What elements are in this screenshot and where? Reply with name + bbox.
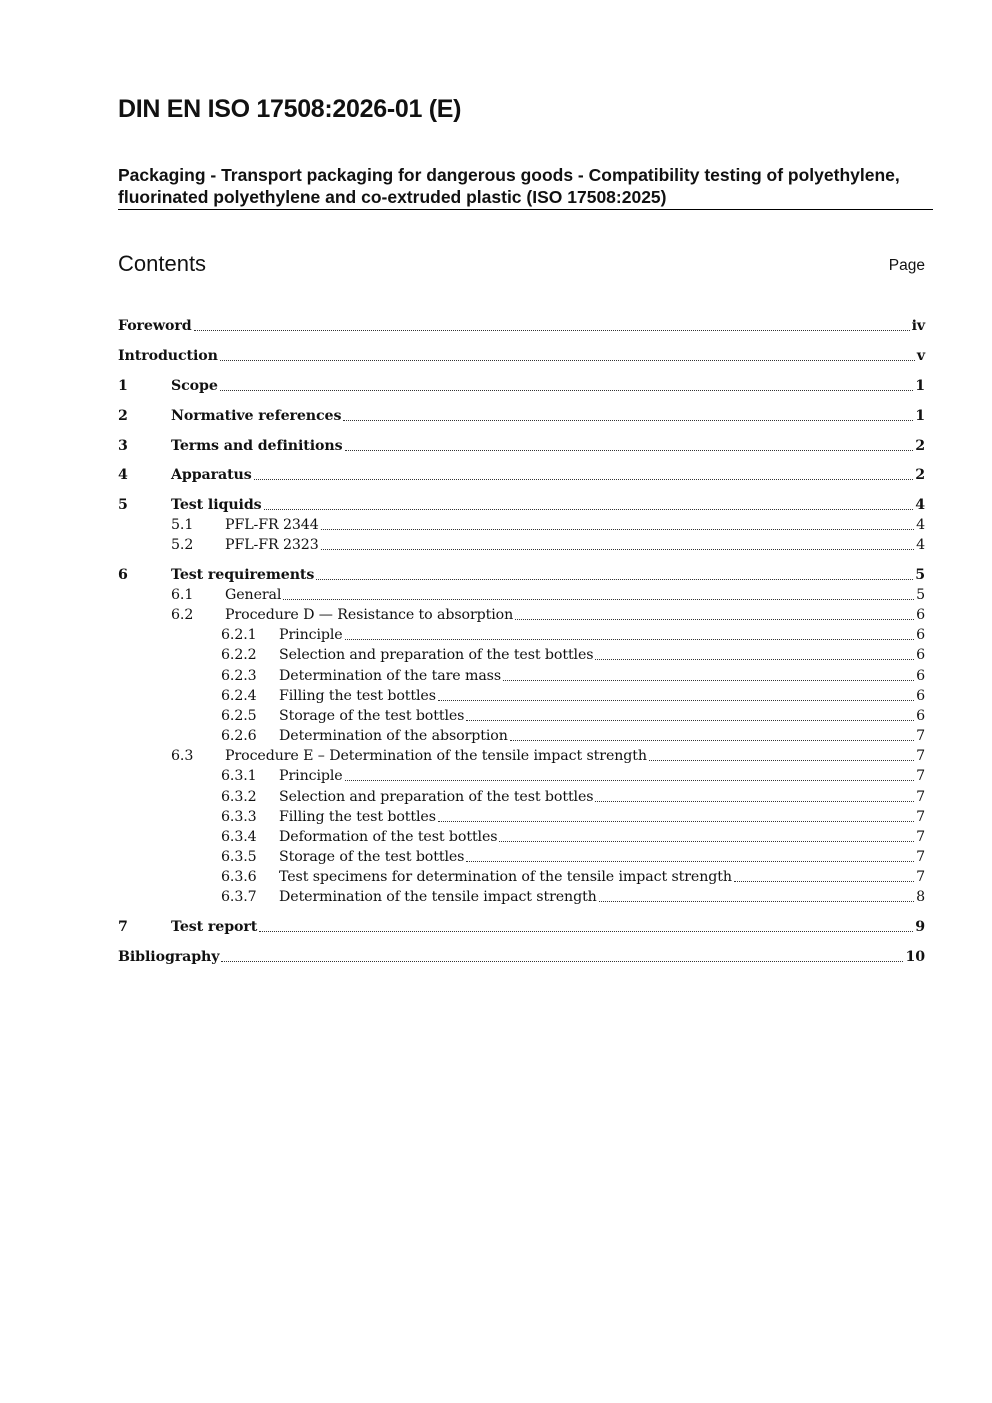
toc-entry-number: 6.3.5	[221, 849, 257, 865]
contents-heading: Contents	[118, 251, 207, 276]
dot-leader	[595, 800, 914, 802]
toc-entry-title: Determination of the absorption	[279, 728, 508, 744]
toc-entry-title: Storage of the test bottles	[279, 708, 465, 724]
toc-entry-title: Test requirements	[171, 567, 315, 583]
document-title: Packaging - Transport packaging for dangerous goods - Compatibility testing of polyethylene, fluorinated polyethylene and co-extruded plastic (ISO 17508:2025)	[118, 164, 933, 210]
dot-leader	[595, 658, 914, 660]
toc-entry-title: Deformation of the test bottles	[279, 829, 498, 845]
toc-entry-page: 6	[916, 647, 925, 663]
toc-entry-page: iv	[911, 318, 925, 334]
toc-entry-6-3[interactable]	[118, 745, 925, 765]
toc-entry-number: 6.3.1	[221, 768, 257, 784]
toc-entry-5-1[interactable]	[118, 514, 925, 534]
toc-entry-title: Procedure E – Determination of the tensile impact strength	[225, 748, 647, 764]
dot-leader	[321, 528, 914, 530]
toc-entry-number: 7	[118, 919, 128, 935]
dot-leader	[194, 329, 910, 331]
toc-entry-title: Terms and definitions	[171, 438, 343, 454]
dot-leader	[220, 389, 913, 391]
toc-entry-number: 5	[118, 497, 128, 513]
toc-entry-title: PFL-FR 2344	[225, 517, 319, 533]
toc-entry-bibliography[interactable]	[118, 946, 925, 966]
toc-entry-number: 6.2.2	[221, 647, 257, 663]
toc-entry-page: 7	[916, 869, 925, 885]
toc-entry-title: Procedure D — Resistance to absorption	[225, 607, 514, 623]
document-id: DIN EN ISO 17508:2026-01 (E)	[118, 95, 462, 123]
toc-entry-number: 6	[118, 567, 128, 583]
toc-entry-page: 2	[915, 467, 925, 483]
toc-entry-6-3-2[interactable]	[118, 786, 925, 806]
toc-entry-number: 3	[118, 438, 128, 454]
toc-entry-number: 4	[118, 467, 128, 483]
toc-entry-6-2-5[interactable]	[118, 705, 925, 725]
toc-entry-page: 4	[916, 517, 925, 533]
toc-entry-number: 6.2.1	[221, 627, 257, 643]
toc-entry-page: 6	[916, 607, 925, 623]
toc-entry-6-3-5[interactable]	[118, 846, 925, 866]
toc-entry-title: PFL-FR 2323	[225, 537, 319, 553]
toc-entry-1[interactable]	[118, 375, 925, 395]
toc-entry-page: v	[916, 348, 925, 364]
toc-entry-number: 6.2.6	[221, 728, 257, 744]
toc-entry-number: 6.3.3	[221, 809, 257, 825]
toc-entry-page: 6	[916, 688, 925, 704]
toc-entry-page: 5	[915, 567, 925, 583]
dot-leader	[345, 449, 914, 451]
toc-entry-title: Apparatus	[171, 467, 252, 483]
toc-entry-foreword[interactable]	[118, 315, 925, 335]
toc-entry-title: Foreword	[118, 318, 192, 334]
toc-entry-page: 7	[916, 768, 925, 784]
toc-entry-introduction[interactable]	[118, 345, 925, 365]
dot-leader	[345, 638, 914, 640]
toc-entry-6-2-3[interactable]	[118, 665, 925, 685]
toc-entry-2[interactable]	[118, 405, 925, 425]
toc-entry-7[interactable]	[118, 916, 925, 936]
toc-entry-title: Scope	[171, 378, 218, 394]
toc-entry-6-3-1[interactable]	[118, 765, 925, 785]
toc-entry-page: 6	[916, 668, 925, 684]
toc-entry-6-2-1[interactable]	[118, 624, 925, 644]
toc-entry-number: 1	[118, 378, 128, 394]
dot-leader	[345, 779, 914, 781]
dot-leader	[221, 960, 903, 962]
dot-leader	[264, 508, 914, 510]
toc-entry-page: 10	[905, 949, 925, 965]
toc-entry-title: Determination of the tensile impact strength	[279, 889, 597, 905]
toc-entry-page: 1	[915, 378, 925, 394]
toc-entry-title: Bibliography	[118, 949, 220, 965]
toc-entry-number: 6.3	[171, 748, 194, 764]
toc-entry-title: Filling the test bottles	[279, 809, 436, 825]
toc-entry-title: Determination of the tare mass	[279, 668, 502, 684]
toc-entry-number: 6.1	[171, 587, 194, 603]
toc-entry-title: Test report	[171, 919, 258, 935]
toc-entry-title: Normative references	[171, 408, 342, 424]
dot-leader	[515, 618, 914, 620]
toc-entry-page: 4	[915, 497, 925, 513]
dot-leader	[599, 900, 914, 902]
toc-entry-number: 2	[118, 408, 128, 424]
toc-entry-number: 6.2	[171, 607, 194, 623]
toc-entry-title: Principle	[279, 768, 343, 784]
dot-leader	[259, 930, 913, 932]
toc-entry-page: 9	[915, 919, 925, 935]
toc-entry-page: 5	[916, 587, 925, 603]
toc-entry-page: 2	[915, 438, 925, 454]
toc-entry-number: 6.2.4	[221, 688, 257, 704]
toc-entry-6-2[interactable]	[118, 604, 925, 624]
dot-leader	[321, 548, 914, 550]
dot-leader	[503, 679, 914, 681]
toc-entry-page: 6	[916, 708, 925, 724]
toc-entry-title: Selection and preparation of the test bottles	[279, 647, 594, 663]
toc-entry-title: Selection and preparation of the test bottles	[279, 789, 594, 805]
toc-entry-6-3-7[interactable]	[118, 886, 925, 906]
toc-entry-page: 4	[916, 537, 925, 553]
dot-leader	[220, 359, 915, 361]
toc-entry-number: 6.2.5	[221, 708, 257, 724]
toc-entry-page: 1	[915, 408, 925, 424]
page-column-heading: Page	[888, 257, 925, 274]
toc-entry-title: Test specimens for determination of the tensile impact strength	[279, 869, 732, 885]
dot-leader	[466, 719, 914, 721]
toc-entry-6-2-6[interactable]	[118, 725, 925, 745]
dot-leader	[649, 759, 914, 761]
toc-entry-6-3-4[interactable]	[118, 826, 925, 846]
toc-entry-page: 7	[916, 789, 925, 805]
toc-entry-title: Filling the test bottles	[279, 688, 436, 704]
dot-leader	[316, 578, 913, 580]
toc-entry-6-2-4[interactable]	[118, 685, 925, 705]
toc-entry-number: 5.2	[171, 537, 194, 553]
dot-leader	[254, 478, 914, 480]
toc-entry-3[interactable]	[118, 435, 925, 455]
toc-entry-number: 6.3.2	[221, 789, 257, 805]
toc-entry-6-1[interactable]	[118, 584, 925, 604]
toc-entry-number: 6.2.3	[221, 668, 257, 684]
dot-leader	[734, 880, 914, 882]
toc-entry-5[interactable]	[118, 494, 925, 514]
toc-entry-5-2[interactable]	[118, 534, 925, 554]
dot-leader	[510, 739, 914, 741]
toc-entry-title: Test liquids	[171, 497, 262, 513]
toc-entry-number: 6.3.6	[221, 869, 257, 885]
toc-entry-page: 7	[916, 829, 925, 845]
toc-entry-page: 6	[916, 627, 925, 643]
toc-entry-6[interactable]	[118, 564, 925, 584]
toc-entry-page: 7	[916, 809, 925, 825]
toc-entry-6-3-6[interactable]	[118, 866, 925, 886]
toc-entry-page: 7	[916, 748, 925, 764]
dot-leader	[343, 419, 913, 421]
toc-entry-6-3-3[interactable]	[118, 806, 925, 826]
toc-entry-number: 6.3.4	[221, 829, 257, 845]
toc-entry-title: Principle	[279, 627, 343, 643]
dot-leader	[283, 598, 914, 600]
toc-entry-number: 5.1	[171, 517, 194, 533]
dot-leader	[466, 860, 914, 862]
dot-leader	[499, 840, 914, 842]
toc-entry-title: General	[225, 587, 282, 603]
toc-entry-title: Storage of the test bottles	[279, 849, 465, 865]
toc-entry-number: 6.3.7	[221, 889, 257, 905]
dot-leader	[438, 820, 914, 822]
toc-entry-4[interactable]	[118, 464, 925, 484]
toc-entry-6-2-2[interactable]	[118, 644, 925, 664]
toc-entry-page: 7	[916, 728, 925, 744]
dot-leader	[438, 699, 914, 701]
toc-entry-page: 7	[916, 849, 925, 865]
toc-entry-title: Introduction	[118, 348, 218, 364]
toc-entry-page: 8	[916, 889, 925, 905]
